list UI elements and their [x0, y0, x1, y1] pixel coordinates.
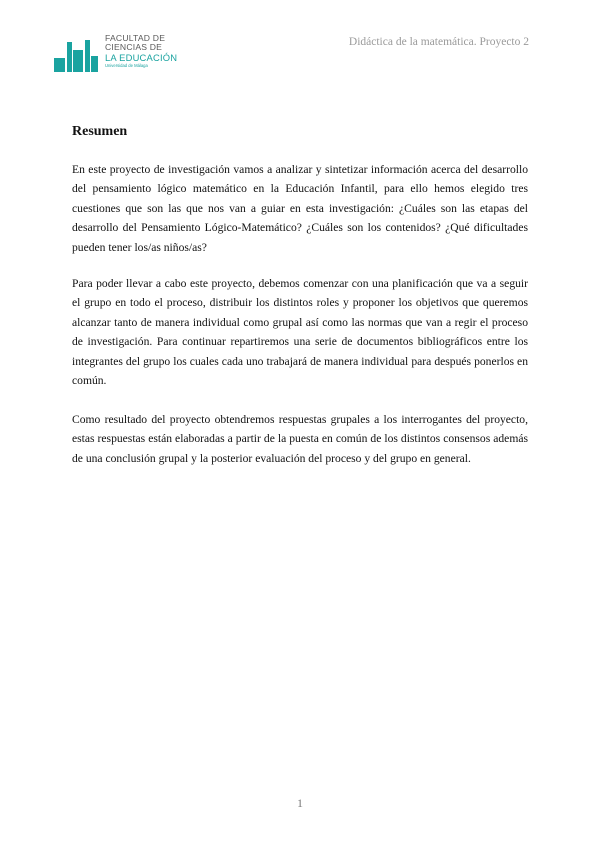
- paragraph-2: Para poder llevar a cabo este proyecto, debemos comenzar con una planificación que va a seguir el grupo en todo el proceso, distribuir los distintos roles y proponer los objetivos que queremos alcanzar tanto de manera individual como grupal así como las normas que van a regir el proceso de investigación. Para continuar repartiremos una serie de documentos bibliográficos entre los integrantes del grupo los cuales cada uno trabajará de manera individual para después ponerlos en común.: [72, 277, 528, 388]
- faculty-logo-icon: [54, 38, 98, 72]
- logo-line-2: CIENCIAS DE: [105, 42, 163, 53]
- header-document-title: Didáctica de la matemática. Proyecto 2: [348, 36, 529, 48]
- paragraph-3: Como resultado del proyecto obtendremos respuestas grupales a los interrogantes del proyecto, estas respuestas están elaboradas a partir de la puesta en común de los distintos consensos además de una conclusión grupal y la posterior evaluación del proceso y del grupo en general.: [72, 413, 528, 465]
- logo-line-1: FACULTAD DE: [105, 33, 166, 43]
- logo-subtitle: Universidad de Málaga: [105, 63, 148, 69]
- logo-line-3: LA EDUCACIÓN: [105, 51, 178, 63]
- paragraph-1: En este proyecto de investigación vamos a analizar y sintetizar información acerca del desarrollo del pensamiento lógico matemático en la Educación Infantil, para ello hemos elegido tres cuestiones que son las que nos van a guiar en esta investigación: ¿Cuáles son las etapas del desarrollo del Pensamiento Lógico-Matemático? ¿Cuáles son los contenidos? ¿Qué dificultades pueden tener los/as niños/as?: [72, 163, 528, 254]
- page-number: 1: [297, 796, 303, 810]
- section-heading: Resumen: [72, 124, 128, 139]
- faculty-logo: [54, 34, 184, 78]
- faculty-logo-text: [105, 34, 177, 69]
